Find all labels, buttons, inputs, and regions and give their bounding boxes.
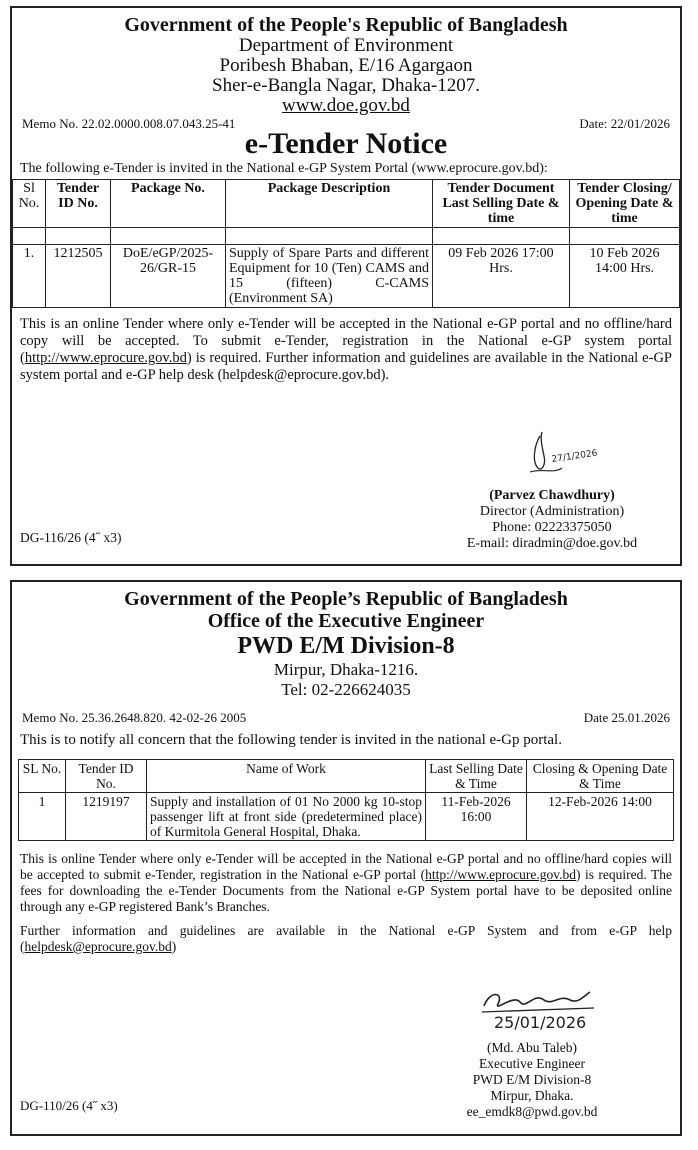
signatory-email: E-mail: diradmin@doe.gov.bd xyxy=(466,536,638,551)
office-name: Office of the Executive Engineer xyxy=(207,610,485,632)
signatory-phone: Phone: 02223375050 xyxy=(492,520,612,535)
eprocure-link[interactable]: http://www.eprocure.gov.bd xyxy=(24,350,187,366)
memo-number: Memo No. 25.36.2648.820. 42-02-26 2005 xyxy=(22,710,247,725)
table-row xyxy=(13,245,680,308)
col-header-description: Package Description xyxy=(226,180,433,228)
body-paragraph-1 xyxy=(12,851,680,915)
telephone: Tel: 02-226624035 xyxy=(281,680,411,699)
signatory-title: Director (Administration) xyxy=(479,504,625,519)
website-link[interactable]: www.doe.gov.bd xyxy=(282,95,410,116)
tender-table xyxy=(18,759,674,841)
department-name: Department of Environment xyxy=(238,35,454,56)
memo-date: Date 25.01.2026 xyxy=(583,710,670,725)
signature-date: 27/1/2026 xyxy=(551,448,599,465)
table-header-row xyxy=(19,760,674,793)
memo-row xyxy=(12,710,680,726)
col-header-tender-id: Tender ID No. xyxy=(46,180,111,228)
signatory-office: PWD E/M Division-8 xyxy=(472,1072,592,1087)
signatory-email: ee_emdk8@pwd.gov.bd xyxy=(466,1104,598,1119)
cell-last-selling: 11-Feb-2026 16:00 xyxy=(426,793,527,841)
memo-number: Memo No. 22.02.0000.008.07.043.25-41 xyxy=(22,116,236,131)
notice-header xyxy=(12,14,680,116)
signatory-block xyxy=(432,1040,632,1120)
signatory-title: Executive Engineer xyxy=(478,1056,586,1071)
notice-title: e-Tender Notice xyxy=(244,127,448,160)
cell-tender-id: 1212505 xyxy=(46,245,111,308)
col-header-closing: Closing & Opening Date & Time xyxy=(527,760,674,793)
eprocure-link[interactable]: http://www.eprocure.gov.bd xyxy=(425,867,576,882)
cell-description: Supply of Spare Parts and different Equipment for 10 (Ten) CAMS and 15 (fifteen) C-CAMS (Environment SA) xyxy=(226,245,433,308)
cell-sl: 1. xyxy=(13,245,46,308)
address-line-1: Poribesh Bhaban, E/16 Agargaon xyxy=(219,55,473,76)
cell-closing: 12-Feb-2026 14:00 xyxy=(527,793,674,841)
intro-text: This is to notify all concern that the following tender is invited in the national e-Gp portal. xyxy=(20,732,562,748)
dg-reference: DG-110/26 (4˝ x3) xyxy=(20,1098,118,1113)
signatory-address: Mirpur, Dhaka. xyxy=(490,1088,574,1103)
body-paragraph xyxy=(12,316,680,384)
body-text-d: ) xyxy=(171,939,177,954)
government-title: Government of the People's Republic of Bangladesh xyxy=(124,14,568,36)
col-header-sl: SL No. xyxy=(19,760,66,793)
tender-table xyxy=(12,179,680,308)
cell-name-of-work: Supply and installation of 01 No 2000 kg 10-stop passenger lift at front side (predetermined place) of Kurmitola General Hospital, Dhaka. xyxy=(147,793,426,841)
cell-tender-id: 1219197 xyxy=(66,793,147,841)
col-header-last-selling: Tender Document Last Selling Date & time xyxy=(433,180,570,228)
table-row xyxy=(19,793,674,841)
body-text-b: ) is required. The fees for downloading the e-Tender Documents from the National e-GP System portal have to be deposited online through any e-GP registered Bank’s Branches. xyxy=(20,867,672,914)
division-name: PWD E/M Division-8 xyxy=(237,633,455,659)
government-title: Government of the People’s Republic of Bangladesh xyxy=(124,588,568,610)
col-header-name-of-work: Name of Work xyxy=(147,760,426,793)
notice-header xyxy=(12,588,680,700)
signature-mark xyxy=(512,428,602,483)
notice-doe xyxy=(10,6,682,566)
cell-sl: 1 xyxy=(19,793,66,841)
helpdesk-link[interactable]: helpdesk@eprocure.gov.bd xyxy=(24,939,172,954)
body-paragraph-2 xyxy=(12,923,680,955)
signature-mark xyxy=(474,986,644,1036)
notice-pwd xyxy=(10,580,682,1136)
dg-reference: DG-116/26 (4˝ x3) xyxy=(20,530,122,545)
col-header-last-selling: Last Selling Date & Time xyxy=(426,760,527,793)
body-text-a: This is online Tender where only e-Tender will be accepted in the National e-GP portal and no offline/hard copies will be accepted to submit e-Tender, registration in the National e-GP portal ( xyxy=(20,851,672,882)
signatory-name: (Md. Abu Taleb) xyxy=(487,1040,577,1055)
table-header-row xyxy=(13,180,680,228)
col-header-closing: Tender Closing/ Opening Date & time xyxy=(570,180,680,228)
col-header-tender-id: Tender ID No. xyxy=(66,760,147,793)
intro-text: The following e-Tender is invited in the National e-GP System Portal (www.eprocure.gov.bd): xyxy=(20,161,548,176)
memo-date: Date: 22/01/2026 xyxy=(579,116,670,131)
col-header-sl: Sl No. xyxy=(13,180,46,228)
signatory-block xyxy=(442,488,662,552)
signature-date: 25/01/2026 xyxy=(494,1013,587,1032)
body-text-a: This is an online Tender where only e-Tender will be accepted in the National e-GP portal and no offline/hard copy will be accepted. To submit e-Tender, registration in the National e-GP system portal ( xyxy=(20,316,672,366)
address-line: Mirpur, Dhaka-1216. xyxy=(273,660,419,679)
body-text-c: Further information and guidelines are available in the National e-GP System and from e-GP help ( xyxy=(20,923,672,954)
table-spacer-row xyxy=(13,228,680,245)
cell-package-no: DoE/eGP/2025-26/GR-15 xyxy=(111,245,226,308)
body-text-b: ) is required. Further information and guidelines are available in the National e-GP system portal and e-GP help desk (helpdesk@eprocure.gov.bd). xyxy=(20,350,672,383)
cell-closing: 10 Feb 2026 14:00 Hrs. xyxy=(570,245,680,308)
address-line-2: Sher-e-Bangla Nagar, Dhaka-1207. xyxy=(212,75,480,96)
signatory-name: (Parvez Chawdhury) xyxy=(489,488,615,503)
cell-last-selling: 09 Feb 2026 17:00 Hrs. xyxy=(433,245,570,308)
col-header-package-no: Package No. xyxy=(111,180,226,228)
